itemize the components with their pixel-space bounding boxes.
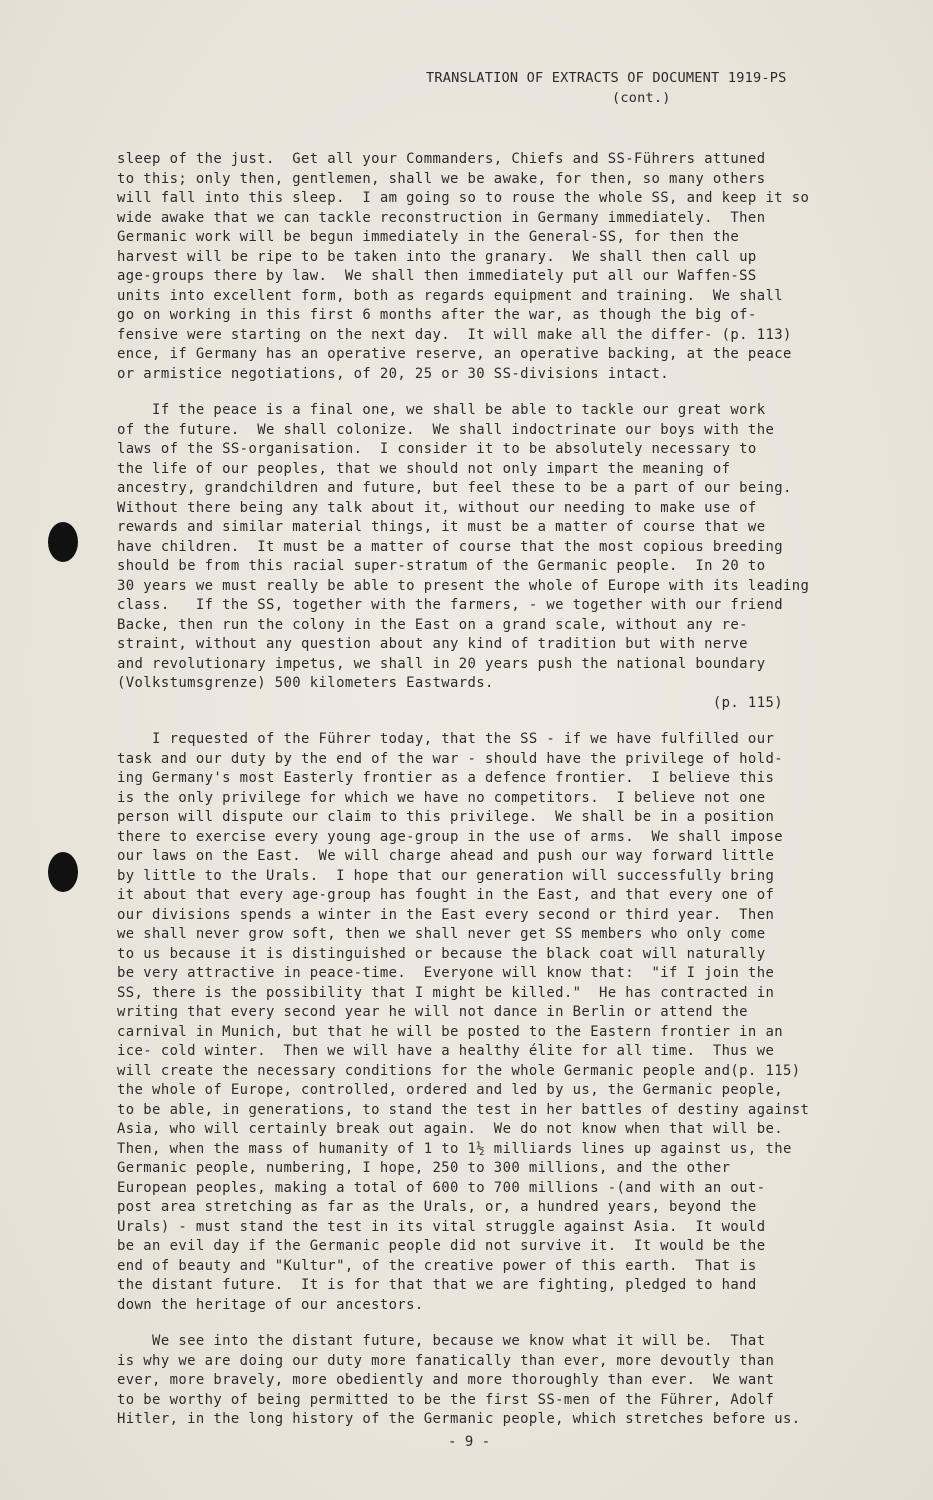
text-line: (Volkstumsgrenze) 500 kilometers Eastwards. — [117, 675, 494, 691]
text-line: have children. It must be a matter of course that the most copious breeding — [117, 538, 783, 555]
text-line: Backe, then run the colony in the East on a grand scale, without any re- — [117, 616, 748, 633]
paragraph-gap — [117, 384, 877, 401]
text-line: laws of the SS-organisation. I consider it to be absolutely necessary to — [117, 441, 757, 457]
text-line: Urals) - must stand the test in its vital struggle against Asia. It would — [117, 1218, 766, 1235]
document-body — [117, 150, 877, 1430]
document-header — [426, 70, 886, 106]
text-line: be very attractive in peace-time. Everyone will know that: "if I join the — [117, 965, 775, 981]
text-line: writing that every second year he will not dance in Berlin or attend the — [117, 1004, 748, 1020]
text-line: and revolutionary impetus, we shall in 20 years push the national boundary — [117, 655, 766, 672]
text-line: to this; only then, gentlemen, shall we be awake, for then, so many others — [117, 170, 766, 187]
text-line: is why we are doing our duty more fanatically than ever, more devoutly than — [117, 1352, 775, 1369]
text-line: 30 years we must really be able to present the whole of Europe with its leading — [117, 577, 810, 594]
text-line: class. If the SS, together with the farmers, - we together with our friend — [117, 597, 783, 613]
text-line: ancestry, grandchildren and future, but feel these to be a part of our being. — [117, 480, 792, 496]
text-line: European peoples, making a total of 600 to 700 millions -(and with an out- — [117, 1179, 766, 1196]
text-line: age-groups there by law. We shall then immediately put all our Waffen-SS — [117, 268, 757, 284]
text-line: ever, more bravely, more obediently and more thoroughly than ever. We want — [117, 1372, 775, 1388]
text-line: we shall never grow soft, then we shall never get SS members who only come — [117, 926, 766, 942]
page-number: - 9 - — [448, 1434, 491, 1450]
text-line: Hitler, in the long history of the Germanic people, which stretches before us. — [117, 1411, 801, 1427]
text-line: of the future. We shall colonize. We shall indoctrinate our boys with the — [117, 421, 775, 438]
text-line: it about that every age-group has fought in the East, and that every one of — [117, 887, 775, 903]
text-line: harvest will be ripe to be taken into the granary. We shall then call up — [117, 248, 757, 265]
text-line: should be from this racial super-stratum of the Germanic people. In 20 to — [117, 558, 766, 574]
text-line: ice- cold winter. Then we will have a healthy élite for all time. Thus we — [117, 1043, 775, 1059]
text-line: the whole of Europe, controlled, ordered and led by us, the Germanic people, — [117, 1082, 783, 1098]
paragraph-gap — [117, 713, 877, 730]
text-line: Germanic people, numbering, I hope, 250 to 300 millions, and the other — [117, 1160, 731, 1176]
text-line: carnival in Munich, but that he will be posted to the Eastern frontier in an — [117, 1023, 783, 1040]
text-line: will create the necessary conditions for the whole Germanic people and(p. 115) — [117, 1062, 801, 1079]
text-line: sleep of the just. Get all your Commanders, Chiefs and SS-Führers attuned — [117, 151, 766, 167]
text-line: there to exercise every young age-group in the use of arms. We shall impose — [117, 828, 783, 845]
text-line: Without there being any talk about it, without our needing to make use of — [117, 499, 757, 516]
text-line: the distant future. It is for that that we are fighting, pledged to hand — [117, 1277, 757, 1293]
text-line: If the peace is a final one, we shall be able to tackle our great work — [117, 402, 766, 418]
text-line: units into excellent form, both as regards equipment and training. We shall — [117, 287, 783, 304]
text-line: Asia, who will certainly break out again. We do not know when that will be. — [117, 1121, 783, 1137]
text-line: We see into the distant future, because we know what it will be. That — [117, 1333, 766, 1349]
document-title: TRANSLATION OF EXTRACTS OF DOCUMENT 1919-PS — [426, 70, 787, 86]
text-line: be an evil day if the Germanic people did not survive it. It would be the — [117, 1238, 766, 1254]
text-line: to be worthy of being permitted to be the first SS-men of the Führer, Adolf — [117, 1391, 775, 1408]
text-line: fensive were starting on the next day. It will make all the differ- (p. 113) — [117, 326, 792, 343]
text-line: will fall into this sleep. I am going so to rouse the whole SS, and keep it so — [117, 190, 810, 206]
text-line: wide awake that we can tackle reconstruction in Germany immediately. Then — [117, 209, 766, 226]
text-line: rewards and similar material things, it must be a matter of course that we — [117, 519, 766, 535]
text-line: is the only privilege for which we have no competitors. I believe not one — [117, 789, 766, 806]
text-line: go on working in this first 6 months after the war, as though the big of- — [117, 307, 757, 323]
paragraph-gap — [117, 1315, 877, 1332]
text-line: post area stretching as far as the Urals, or, a hundred years, beyond the — [117, 1199, 757, 1215]
text-line: straint, without any question about any kind of tradition but with nerve — [117, 636, 748, 652]
text-line: the life of our peoples, that we should not only impart the meaning of — [117, 460, 731, 477]
text-line: ing Germany's most Easterly frontier as a defence frontier. I believe this — [117, 770, 775, 786]
text-line: to be able, in generations, to stand the test in her battles of destiny against — [117, 1101, 810, 1118]
text-line: down the heritage of our ancestors. — [117, 1296, 424, 1313]
text-line: SS, there is the possibility that I might be killed." He has contracted in — [117, 984, 775, 1001]
text-line: or armistice negotiations, of 20, 25 or 30 SS-divisions intact. — [117, 365, 670, 382]
text-line: end of beauty and "Kultur", of the creative power of this earth. That is — [117, 1257, 757, 1274]
text-line: ence, if Germany has an operative reserve, an operative backing, at the peace — [117, 346, 792, 362]
punch-hole-bottom — [48, 852, 78, 892]
text-line: person will dispute our claim to this privilege. We shall be in a position — [117, 809, 775, 825]
text-line: our divisions spends a winter in the East every second or third year. Then — [117, 906, 775, 923]
text-line: to us because it is distinguished or because the black coat will naturally — [117, 945, 766, 962]
text-line: task and our duty by the end of the war - should have the privilege of hold- — [117, 750, 783, 767]
text-line: our laws on the East. We will charge ahead and push our way forward little — [117, 848, 775, 864]
text-line: Then, when the mass of humanity of 1 to 1½ milliards lines up against us, the — [117, 1140, 792, 1157]
punch-hole-top — [48, 522, 78, 562]
text-line: by little to the Urals. I hope that our generation will successfully bring — [117, 867, 775, 884]
document-subtitle: (cont.) — [612, 90, 671, 106]
text-line: (p. 115) — [117, 694, 783, 711]
text-line: Germanic work will be begun immediately in the General-SS, for then the — [117, 229, 740, 245]
text-line: I requested of the Führer today, that the SS - if we have fulfilled our — [117, 731, 775, 747]
